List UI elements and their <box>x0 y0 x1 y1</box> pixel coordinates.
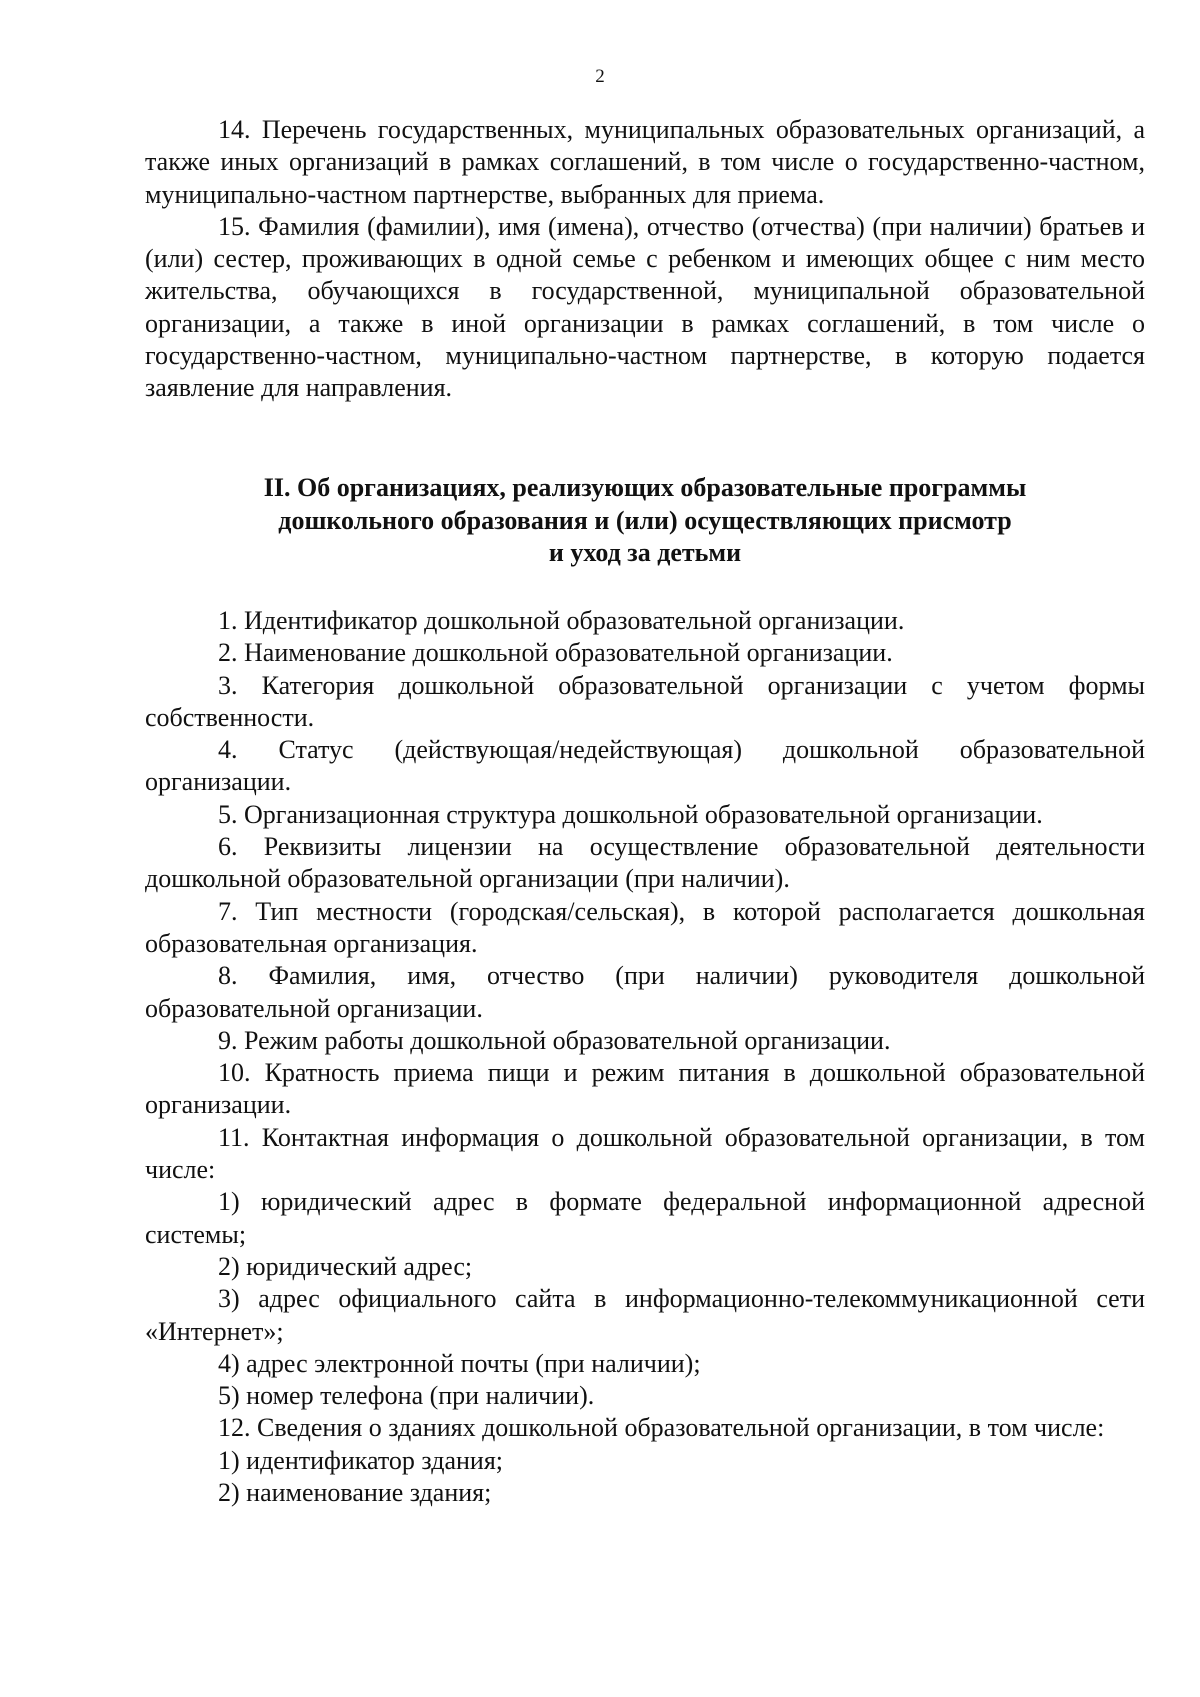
section-heading-line: и уход за детьми <box>548 538 742 567</box>
list-item: 2. Наименование дошкольной образовательной организации. <box>218 638 893 668</box>
sub-list-item: 3) адрес официального сайта в информационно-телекоммуникационной сети «Интернет»; <box>145 1284 1145 1346</box>
section-heading-line: II. Об организациях, реализующих образовательные программы <box>263 473 1027 502</box>
text-block-bottom <box>145 605 1145 1509</box>
list-item: 6. Реквизиты лицензии на осуществление образовательной деятельности дошкольной образовательной организации (при наличии). <box>145 832 1145 894</box>
sub-list-item: 1) юридический адрес в формате федеральной информационной адресной системы; <box>145 1187 1145 1249</box>
list-item: 4. Статус (действующая/недействующая) дошкольной образовательной организации. <box>145 735 1145 797</box>
sub-list-item: 5) номер телефона (при наличии). <box>218 1381 595 1411</box>
section-heading <box>145 472 1145 570</box>
section-heading-line: дошкольного образования и (или) осуществляющих присмотр <box>278 505 1012 535</box>
list-item: 10. Кратность приема пищи и режим питания в дошкольной образовательной организации. <box>145 1058 1145 1120</box>
list-item: 1. Идентификатор дошкольной образовательной организации. <box>218 606 905 635</box>
sub-list-item: 1) идентификатор здания; <box>218 1445 503 1475</box>
sub-list-item: 2) наименование здания; <box>218 1478 492 1508</box>
list-item: 8. Фамилия, имя, отчество (при наличии) руководителя дошкольной образовательной организации. <box>145 961 1145 1023</box>
paragraph-item-15: 15. Фамилия (фамилии), имя (имена), отчество (отчества) (при наличии) братьев и (или) сестер, проживающих в одной семье с ребенком и имеющих общее с ним место жительства, обучающихся в государственной, муниципальной образовательной организации, а также в иной организации в рамках соглашений, в том числе о государственно-частном, муниципально-частном партнерстве, в которую подается заявление для направления. <box>145 211 1145 403</box>
sub-list-item: 2) юридический адрес; <box>218 1251 473 1281</box>
list-item: 7. Тип местности (городская/сельская), в которой располагается дошкольная образовательная организация. <box>145 896 1145 958</box>
list-item: 3. Категория дошкольной образовательной организации с учетом формы собственности. <box>145 670 1145 732</box>
page-number: 2 <box>595 66 605 87</box>
text-block-top <box>145 114 1145 405</box>
list-item: 12. Сведения о зданиях дошкольной образовательной организации, в том числе: <box>218 1413 1105 1443</box>
list-item: 9. Режим работы дошкольной образовательной организации. <box>218 1025 891 1055</box>
list-item: 11. Контактная информация о дошкольной образовательной организации, в том числе: <box>145 1122 1145 1185</box>
sub-list-item: 4) адрес электронной почты (при наличии); <box>218 1348 701 1378</box>
paragraph-item-14: 14. Перечень государственных, муниципальных образовательных организаций, а также иных организаций в рамках соглашений, в том числе о государственно-частном, муниципально-частном партнерстве, выбранных для приема. <box>145 115 1145 209</box>
list-item: 5. Организационная структура дошкольной образовательной организации. <box>218 799 1043 829</box>
